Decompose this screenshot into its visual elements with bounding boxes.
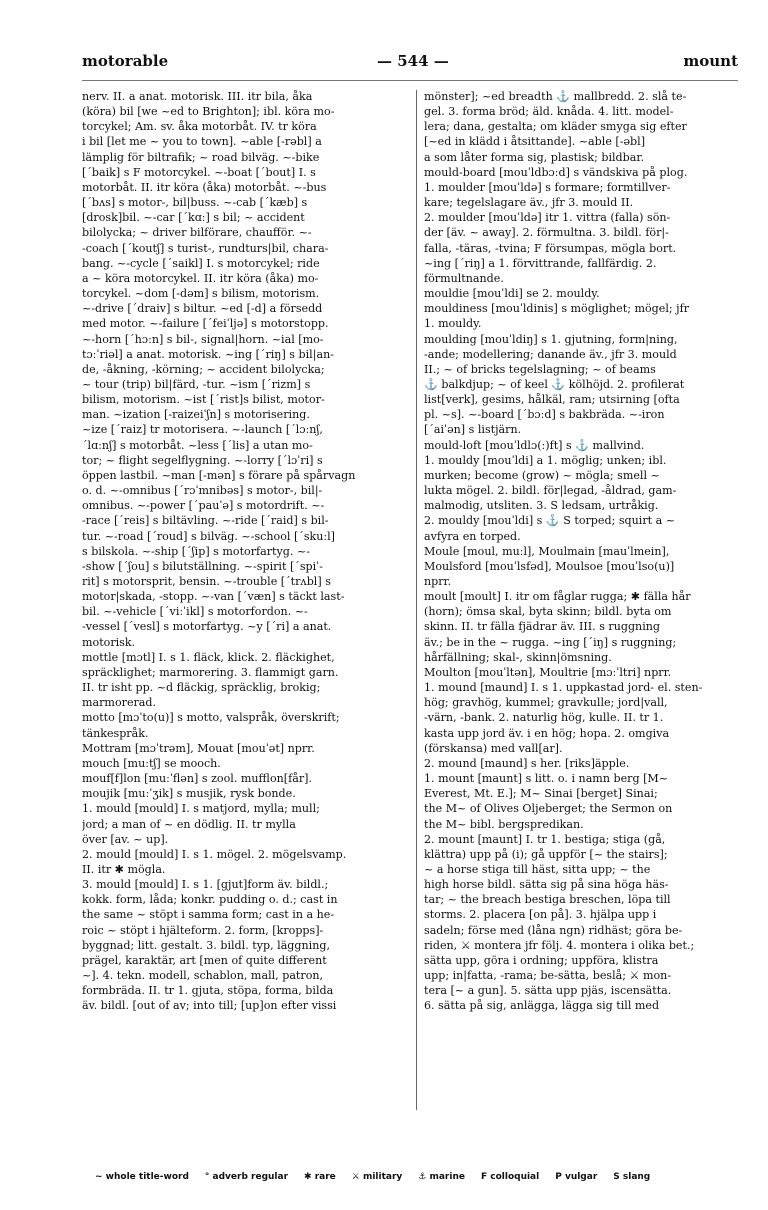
entry-line: (köra) bil [we ~ed to Brighton]; ibl. köra mo- <box>82 105 335 119</box>
entry-line: -värn, -bank. 2. naturlig hög, kulle. II. tr 1. <box>424 711 664 725</box>
entry-line: 1. mouldy [mouˈldi] a 1. möglig; unken; ibl. <box>424 453 667 467</box>
entry-line: 2. mound [maund] s her. [riks]äpple. <box>424 756 630 770</box>
entry-line: the M~ bibl. bergspredikan. <box>424 817 584 831</box>
entry-line: tera [~ a gun]. 5. sätta upp pjäs, iscensätta. <box>424 984 672 998</box>
entry-line: 1. mound [maund] I. s 1. uppkastad jord- el. sten- <box>424 681 703 695</box>
entry-line: kare; tegelslagare äv., jfr 3. mould II. <box>424 196 634 210</box>
entry-line: öppen lastbil. ~man [-mən] s förare på spårvagn <box>82 468 356 482</box>
entry-line: 1. mouldy. <box>424 317 482 331</box>
entry-line: 6. sätta på sig, anlägga, lägga sig till med <box>424 999 660 1013</box>
entry-line: der [äv. ~ away]. 2. förmultna. 3. bildl. för|- <box>424 226 669 240</box>
entry-line: bilolycka; ~ driver bilförare, chaufför. ~- <box>82 226 312 240</box>
entry-line: motorbåt. II. itr köra (åka) motorbåt. ~-bus <box>82 180 327 194</box>
entry-line: avfyra en torped. <box>424 529 521 543</box>
entry-line: torcykel. ~dom [-dəm] s bilism, motorism. <box>82 287 320 301</box>
entry-line: tɔːˈriəl] a anat. motorisk. ~ing [ˊriŋ] s bil|an- <box>82 347 334 361</box>
entry-line: the M~ of Olives Oljeberget; the Sermon on <box>424 802 673 816</box>
entry-line: storms. 2. placera [on på]. 3. hjälpa upp i <box>424 908 657 922</box>
entry-line: -vessel [ˊvesl] s motorfartyg. ~y [ˊri] a anat. <box>82 620 332 634</box>
entry-line: förmultnande. <box>424 271 504 285</box>
entry-line: a som låter forma sig, plastisk; bildbar. <box>424 150 644 164</box>
entry-line: ˊlɑːnʃ] s motorbåt. ~less [ˊlis] a utan mo- <box>82 438 313 452</box>
entry-line: 1. moulder [mouˈldə] s formare; formtillver- <box>424 180 671 194</box>
entry-line: 2. moulder [mouˈldə] itr 1. vittra (falla) sön- <box>424 211 671 225</box>
legend-item: F colloquial <box>480 1172 540 1182</box>
entry-line: 1. mould [mould] I. s matjord, mylla; mull; <box>82 802 320 816</box>
legend-item: S slang <box>613 1172 651 1182</box>
entry-line: skinn. II. tr fälla fjädrar äv. III. s ruggning <box>424 620 661 634</box>
entry-line: de, -åkning, -körning; ~ accident bilolycka; <box>82 362 325 376</box>
legend-item: ° adverb regular <box>204 1172 289 1182</box>
entry-line: motor|skada, -stopp. ~-van [ˊvæn] s täckt last- <box>82 590 345 604</box>
entry-line: [ˊbaik] s F motorcykel. ~-boat [ˊbout] I. s <box>82 165 316 179</box>
entry-line: mottle [mɔtl] I. s 1. fläck, klick. 2. fläckighet, <box>82 650 335 664</box>
entry-line: II. tr isht pp. ~d fläckig, spräcklig, brokig; <box>82 681 321 695</box>
entry-line: 3. mould [mould] I. s 1. [gjut]form äv. bildl.; <box>82 878 329 892</box>
legend-item: ~ whole title-word <box>95 1172 189 1182</box>
entry-line: 2. mouldy [mouˈldi] s ⚓ S torped; squirt a ~ <box>424 514 676 528</box>
entry-line: byggnad; litt. gestalt. 3. bildl. typ, läggning, <box>82 938 330 952</box>
entry-line: 1. mount [maunt] s litt. o. i namn berg [M~ <box>424 772 669 786</box>
header-rule <box>82 80 738 81</box>
entry-line: moulding [mouˈldiŋ] s 1. gjutning, form|ning, <box>424 332 678 346</box>
legend-footer <box>95 1172 738 1192</box>
entry-line: tur. ~-road [ˊroud] s bilväg. ~-school [ˊskuːl] <box>82 529 335 543</box>
entry-line: tänkespråk. <box>82 726 149 740</box>
entry-line: torcykel; Am. sv. åka motorbåt. IV. tr köra <box>82 120 317 134</box>
entry-line: II.; ~ of bricks tegelslagning; ~ of beams <box>424 362 656 376</box>
entry-line: jord; a man of ~ en dödlig. II. tr mylla <box>82 817 296 831</box>
entry-line: ~ a horse stiga till häst, sitta upp; ~ the <box>424 862 651 876</box>
entry-line: [ˊbʌs] s motor-, bil|buss. ~-cab [ˊkæb] s <box>82 196 308 210</box>
entry-line: med motor. ~-failure [ˊfeiˈljə] s motorstopp. <box>82 317 329 331</box>
entry-line: hög; gravhög, kummel; gravkulle; jord|vall, <box>424 696 668 710</box>
entry-line: mouch [muːtʃ] se mooch. <box>82 756 221 770</box>
entry-line: tar; ~ the breach bestiga breschen, löpa till <box>424 893 671 907</box>
entry-line: nprr. <box>424 575 452 588</box>
entry-line: o. d. ~-omnibus [ˊrɔˈmnibəs] s motor-, bil|- <box>82 484 323 498</box>
entry-line: rit] s motorsprit, bensin. ~-trouble [ˊtrʌbl] s <box>82 575 331 588</box>
entry-line: tor; ~ flight segelflygning. ~-lorry [ˊlɔˈri] s <box>82 453 323 467</box>
entry-line: upp; in|fatta, -rama; be-sätta, beslå; ⚔ mon- <box>424 969 672 983</box>
entry-line: mould-board [mouˈldbɔːd] s vändskiva på plog. <box>424 165 688 179</box>
entry-line: ~]. 4. tekn. modell, schablon, mall, patron, <box>82 969 324 983</box>
entry-line: motorisk. <box>82 635 136 649</box>
entry-line: the same ~ stöpt i samma form; cast in a he- <box>82 908 335 922</box>
entry-line: omnibus. ~-power [ˊpauˈə] s motordrift. ~- <box>82 499 325 513</box>
entry-line: kokk. form, låda; konkr. pudding o. d.; cast in <box>82 893 338 907</box>
entry-line: murken; become (grow) ~ mögla; smell ~ <box>424 468 660 482</box>
entry-line: sätta upp, göra i ordning; uppföra, klistra <box>424 953 659 967</box>
entry-line: Moulton [mouˈltən], Moultrie [mɔːˈltri] nprr. <box>424 665 672 679</box>
entry-line: bil. ~-vehicle [ˊviːˈikl] s motorfordon. ~- <box>82 605 308 619</box>
entry-line: mönster]; ~ed breadth ⚓ mallbredd. 2. slå te- <box>424 90 687 103</box>
entry-line: prägel, karaktär, art [men of quite different <box>82 953 327 967</box>
entry-line: high horse bildl. sätta sig på sina höga häs- <box>424 878 669 892</box>
entry-line: hårfällning; skal-, skinn|ömsning. <box>424 650 612 664</box>
entry-line: bilism, motorism. ~ist [ˊrist]s bilist, motor- <box>82 393 325 407</box>
page-header <box>82 44 738 74</box>
legend-item: ⚓ marine <box>418 1172 465 1182</box>
entry-line: klättra) upp på (i); gå uppför [~ the stairs]; <box>424 847 668 861</box>
entry-line: Everest, Mt. E.]; M~ Sinai [berget] Sinai; <box>424 787 658 801</box>
entry-line: i bil [let me ~ you to town]. ~able [-rəbl] a <box>82 135 322 149</box>
legend-item: ⚔ military <box>351 1172 403 1182</box>
entry-line: mould-loft [mouˈldlɔ(ː)ft] s ⚓ mallvind. <box>424 438 645 452</box>
entry-line: ~ing [ˊriŋ] a 1. förvittrande, fallfärdig. 2. <box>424 256 657 270</box>
entry-line: kasta upp jord äv. i en hög; hopa. 2. omgiva <box>424 726 670 740</box>
legend-item: ✱ rare <box>304 1172 336 1182</box>
entry-line: riden, ⚔ montera jfr följ. 4. montera i olika bet.; <box>424 938 695 952</box>
entry-line: gel. 3. forma bröd; äld. knåda. 4. litt. model- <box>424 105 674 119</box>
entry-line: moult [moult] I. itr om fåglar rugga; ✱ fälla hår <box>424 590 691 604</box>
right-column <box>424 89 740 1119</box>
entry-line: äv.; be in the ~ rugga. ~ing [ˊiŋ] s ruggning; <box>424 635 677 649</box>
entry-line: s bilskola. ~-ship [ˊʃip] s motorfartyg. ~- <box>82 544 310 558</box>
entry-line: bang. ~-cycle [ˊsaikl] I. s motorcykel; ride <box>82 256 320 270</box>
entry-line: (förskansa) med vall[ar]. <box>424 741 563 755</box>
entry-line: mouldiness [mouˈldinis] s möglighet; mögel; jfr <box>424 302 689 316</box>
entry-line: sadeln; förse med (låna ngn) ridhäst; göra be- <box>424 923 683 937</box>
entry-line: malmodig, utsliten. 3. S ledsam, urtråkig. <box>424 499 659 513</box>
legend-item: P vulgar <box>555 1172 598 1182</box>
left-column <box>82 89 408 1119</box>
entry-line: -ande; modellering; danande äv., jfr 3. mould <box>424 347 677 361</box>
entry-line: ~ize [ˊraiz] tr motorisera. ~-launch [ˊlɔːnʃ, <box>82 423 323 437</box>
entry-line: Mottram [mɔˈtrəm], Mouat [mouˈət] nprr. <box>82 741 315 755</box>
entry-line: motto [mɔˈto(u)] s motto, valspråk, överskrift; <box>82 711 340 725</box>
entry-line: -coach [ˊkoutʃ] s turist-, rundturs|bil, chara- <box>82 241 329 255</box>
entry-line: Moule [moul, muːl], Moulmain [mauˈlmein], <box>424 544 670 558</box>
entry-line: ⚓ balkdjup; ~ of keel ⚓ kölhöjd. 2. profilerat <box>424 377 685 391</box>
entry-line: mouldie [mouˈldi] se 2. mouldy. <box>424 287 600 301</box>
entry-line: ~-drive [ˊdraiv] s biltur. ~ed [-d] a försedd <box>82 302 323 316</box>
entry-line: Moulsford [mouˈlsfəd], Moulsoe [mouˈlso(u)] <box>424 559 675 573</box>
entry-line: över [av. ~ up]. <box>82 832 169 846</box>
header-left-guide-word: motorable <box>82 52 169 70</box>
entry-line: nerv. II. a anat. motorisk. III. itr bila, åka <box>82 90 313 103</box>
entry-line: moujik [muːˈʒik] s musjik, rysk bonde. <box>82 787 296 801</box>
entry-line: -show [ˊʃou] s bilutställning. ~-spirit [ˊspiˈ- <box>82 559 323 573</box>
column-separator <box>416 90 417 1110</box>
entry-line: a ~ köra motorcykel. II. itr köra (åka) mo- <box>82 271 319 285</box>
entry-line: (horn); ömsa skal, byta skinn; bildl. byta om <box>424 605 672 619</box>
entry-line: [drosk]bil. ~-car [ˊkɑː] s bil; ~ accident <box>82 211 305 225</box>
entry-line: list[verk], gesims, hålkäl, ram; utsirning [ofta <box>424 393 680 407</box>
entry-line: man. ~ization [-raizeiˈʃn] s motorisering. <box>82 408 310 422</box>
entry-line: pl. ~s]. ~-board [ˊbɔːd] s bakbräda. ~-iron <box>424 408 665 422</box>
entry-line: lukta mögel. 2. bildl. för|legad, -åldrad, gam- <box>424 484 677 498</box>
page-number: — 544 — <box>377 52 449 70</box>
entry-line: lämplig för biltrafik; ~ road bilväg. ~-bike <box>82 150 320 164</box>
entry-line: äv. bildl. [out of av; into till; [up]on efter vissi <box>82 999 337 1013</box>
entry-line: [~ed in klädd i åtsittande]. ~able [-əbl] <box>424 135 646 149</box>
entry-line: falla, -täras, -tvina; F försumpas, mögla bort. <box>424 241 677 255</box>
entry-line: marmorerad. <box>82 696 157 710</box>
header-right-guide-word: mount <box>683 52 738 70</box>
entry-line: formbräda. II. tr 1. gjuta, stöpa, forma, bilda <box>82 984 334 998</box>
entry-line: roic ~ stöpt i hjälteform. 2. form, [kropps]- <box>82 923 324 937</box>
entry-line: ~-horn [ˊhɔːn] s bil-, signal|horn. ~ial [mo- <box>82 332 324 346</box>
entry-line: lera; dana, gestalta; om kläder smyga sig efter <box>424 120 687 134</box>
entry-line: [ˊaiˈən] s listjärn. <box>424 423 522 437</box>
entry-line: 2. mould [mould] I. s 1. mögel. 2. mögelsvamp. <box>82 847 347 861</box>
entry-line: 2. mount [maunt] I. tr 1. bestiga; stiga (gå, <box>424 832 666 846</box>
entry-line: spräcklighet; marmorering. 3. flammigt garn. <box>82 665 339 679</box>
entry-line: II. itr ✱ mögla. <box>82 862 166 876</box>
entry-line: mouf[f]lon [muːˈflən] s zool. mufflon[får]. <box>82 772 313 786</box>
entry-line: -race [ˊreis] s biltävling. ~-ride [ˊraid] s bil- <box>82 514 329 528</box>
entry-line: ~ tour (trip) bil|färd, -tur. ~ism [ˊrizm] s <box>82 377 311 391</box>
